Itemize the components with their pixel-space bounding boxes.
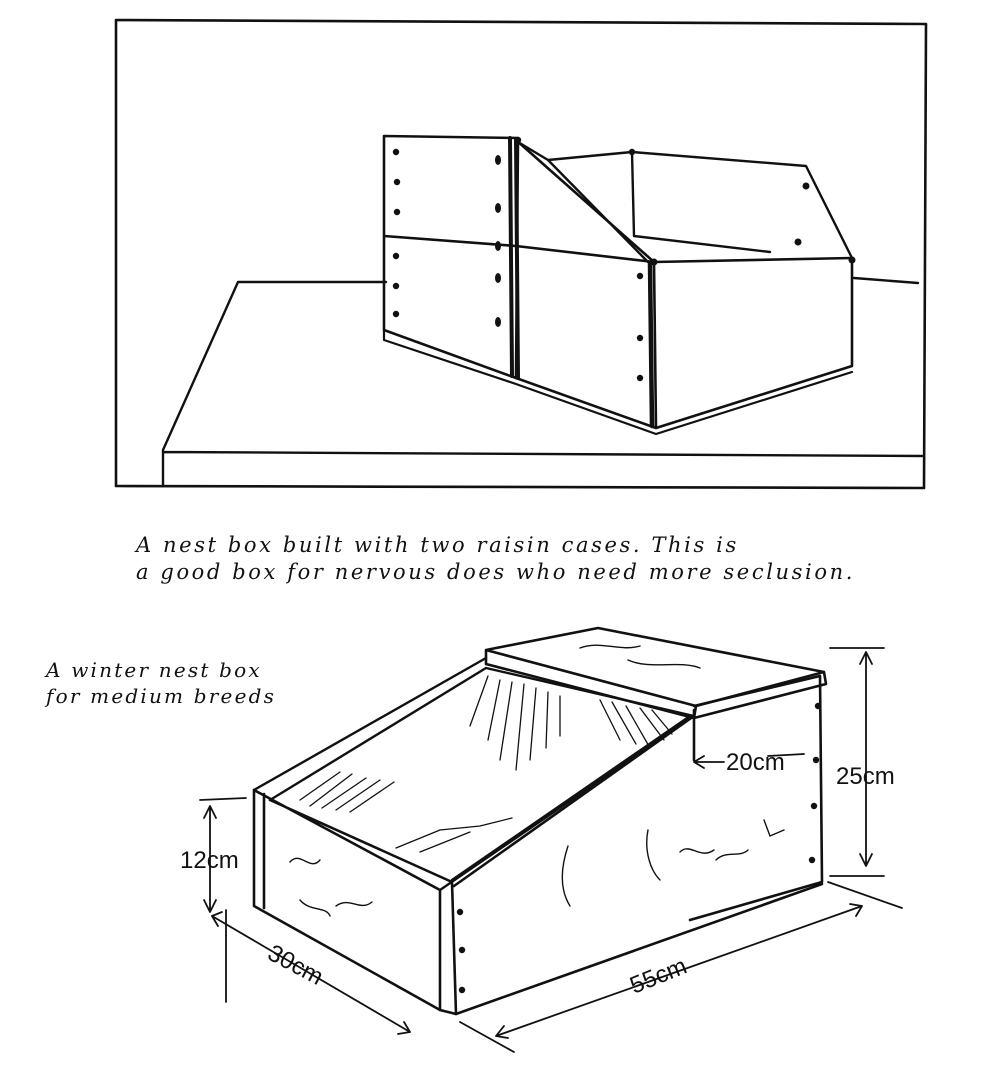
table-surface — [163, 278, 922, 485]
interior-shading — [300, 676, 672, 852]
lid-width-label: 20cm — [726, 749, 785, 776]
case-bottom-edge — [384, 330, 852, 434]
box-lid — [486, 628, 826, 718]
top-caption-line-2: a good box for nervous does who need more seclusion. — [136, 560, 855, 584]
length-label: 55cm — [626, 952, 691, 1000]
dimension-labels — [180, 749, 895, 1000]
depth-label: 30cm — [263, 939, 328, 991]
top-caption-line-1: A nest box built with two raisin cases. This is — [136, 533, 739, 557]
box-front-panel — [254, 790, 456, 1014]
back-height-label: 25cm — [836, 763, 895, 790]
winter-nest-box-drawing — [180, 628, 902, 1052]
dimension-arrows — [200, 648, 902, 1052]
front-height-label: 12cm — [180, 847, 239, 874]
slanted-top-flap — [518, 142, 852, 262]
bottom-caption-line-2: for medium breeds — [46, 684, 277, 708]
left-raisin-case — [384, 136, 518, 378]
raisin-case-nest-box-drawing — [116, 20, 926, 488]
right-case-corner — [650, 264, 652, 426]
right-raisin-case — [516, 140, 852, 428]
slanted-opening — [254, 658, 694, 890]
bottom-caption-line-1: A winter nest box — [46, 658, 262, 682]
wood-grain-marks — [290, 645, 784, 916]
divider-post — [510, 138, 518, 378]
picture-frame — [116, 20, 926, 488]
